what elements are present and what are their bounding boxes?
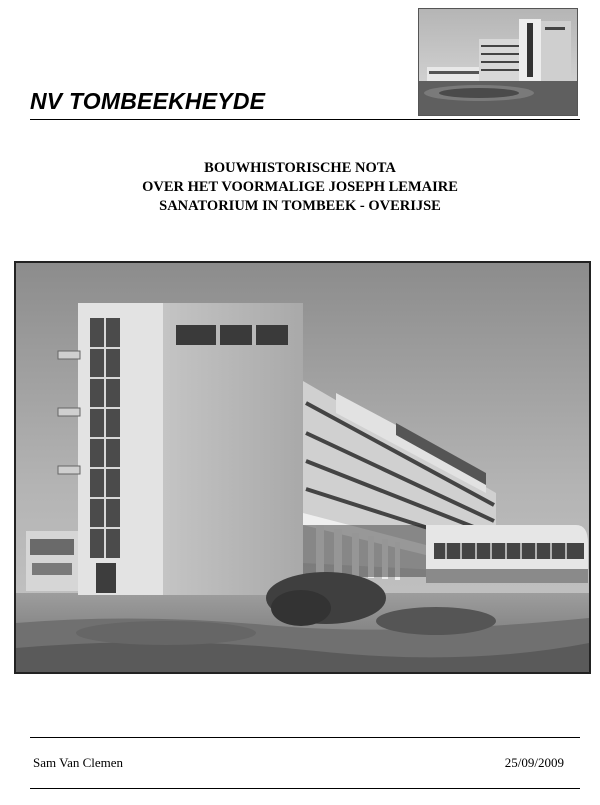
thumbnail-photo bbox=[418, 8, 578, 116]
footer-rule-top bbox=[30, 737, 580, 738]
header-rule bbox=[30, 119, 580, 120]
footer-rule-bottom bbox=[30, 788, 580, 789]
company-name: NV TOMBEEKHEYDE bbox=[30, 88, 266, 114]
document-date: 25/09/2009 bbox=[504, 755, 564, 770]
document-title bbox=[0, 159, 600, 216]
title-line: BOUWHISTORISCHE NOTA bbox=[204, 160, 396, 176]
title-line: SANATORIUM IN TOMBEEK - OVERIJSE bbox=[159, 198, 441, 214]
main-photo bbox=[14, 261, 591, 674]
author-name: Sam Van Clemen bbox=[33, 755, 124, 770]
sanatorium-main-image bbox=[16, 263, 589, 672]
title-line: OVER HET VOORMALIGE JOSEPH LEMAIRE bbox=[142, 179, 458, 195]
sanatorium-thumbnail-image bbox=[419, 9, 577, 115]
